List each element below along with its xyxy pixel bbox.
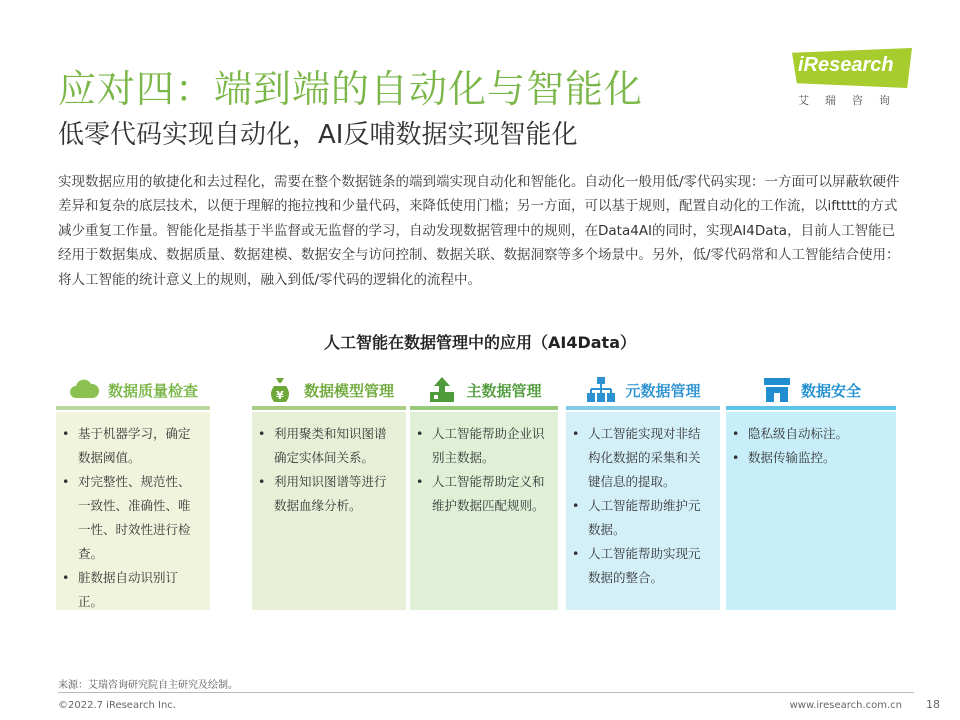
card-body [566,412,720,610]
card-head [726,372,896,408]
card-head [566,372,720,408]
copyright: ©2022.7 iResearch Inc. [58,700,176,711]
logo-cn: 艾瑞咨询 [798,94,906,107]
money-bag-icon [264,374,296,406]
page-subtitle: 低零代码实现自动化，AI反哺数据实现智能化 [58,120,578,150]
section-title: 人工智能在数据管理中的应用（AI4Data） [324,333,636,352]
card-master-data [410,372,558,610]
logo-brand: iResearch [798,54,894,76]
card-data-model [252,372,406,610]
card-divider [56,406,210,410]
page-number: 18 [926,698,940,711]
card-body [252,412,406,610]
card-body [726,412,896,610]
card-head [252,372,406,408]
list-item: • 脏数据自动识别订正。 [78,566,202,614]
card-head [410,372,558,408]
card-label: 主数据管理 [466,381,542,400]
org-chart-icon [585,374,617,406]
card-head [56,372,210,408]
card-data-quality [56,372,210,610]
list-item: • 人工智能帮助实现元数据的整合。 [588,542,712,590]
iresearch-logo [792,48,914,108]
card-body [410,412,558,610]
list-item: • 人工智能帮助维护元数据。 [588,494,712,542]
card-data-security [726,372,896,610]
list-item: • 人工智能实现对非结构化数据的采集和关键信息的提取。 [588,422,712,494]
card-divider [566,406,720,410]
list-item: • 基于机器学习，确定数据阈值。 [78,422,202,470]
card-label: 元数据管理 [625,381,701,400]
page-title: 应对四：端到端的自动化与智能化 [58,67,644,111]
card-divider [726,406,896,410]
svg-text:¥: ¥ [276,389,284,402]
list-item: • 对完整性、规范性、一致性、准确性、唯一性、时效性进行检查。 [78,470,202,566]
cloud-icon [68,374,100,406]
list-item: • 数据传输监控。 [748,446,888,470]
footer-divider [58,692,914,693]
list-item: • 人工智能帮助企业识别主数据。 [432,422,550,470]
source-note: 来源：艾瑞咨询研究院自主研究及绘制。 [58,680,238,691]
card-divider [252,406,406,410]
card-body [56,412,210,610]
list-item: • 人工智能帮助定义和维护数据匹配规则。 [432,470,550,518]
list-item: • 利用知识图谱等进行数据血缘分析。 [274,470,398,518]
store-icon [761,374,793,406]
card-divider [410,406,558,410]
website-link[interactable]: www.iresearch.com.cn [789,700,902,711]
card-metadata [566,372,720,610]
card-label: 数据安全 [800,381,861,400]
card-label: 数据模型管理 [303,381,394,400]
upload-arrow-icon [426,374,458,406]
intro-paragraph: 实现数据应用的敏捷化和去过程化，需要在整个数据链条的端到端实现自动化和智能化。自动化一般用低/零代码实现：一方面可以屏蔽软硬件差异和复杂的底层技术，以便于理解的拖拉拽和少量代码，来降低使用门槛；另一方面，可以基于规则，配置自动化的工作流，以iftttt的方式减少重复工作量。智能化是指基于半监督或无监督的学习，自动发现数据管理中的规则，在Data4AI的同时，实现AI4Data，目前人工智能已经用于数据集成、数据质量、数据建模、数据安全与访问控制、数据关联、数据洞察等多个场景中。另外，低/零代码常和人工智能结合使用：将人工智能的统计意义上的规则，融入到低/零代码的逻辑化的流程中。 [58,174,900,288]
card-label: 数据质量检查 [107,381,198,400]
list-item: • 隐私级自动标注。 [748,422,888,446]
list-item: • 利用聚类和知识图谱确定实体间关系。 [274,422,398,470]
